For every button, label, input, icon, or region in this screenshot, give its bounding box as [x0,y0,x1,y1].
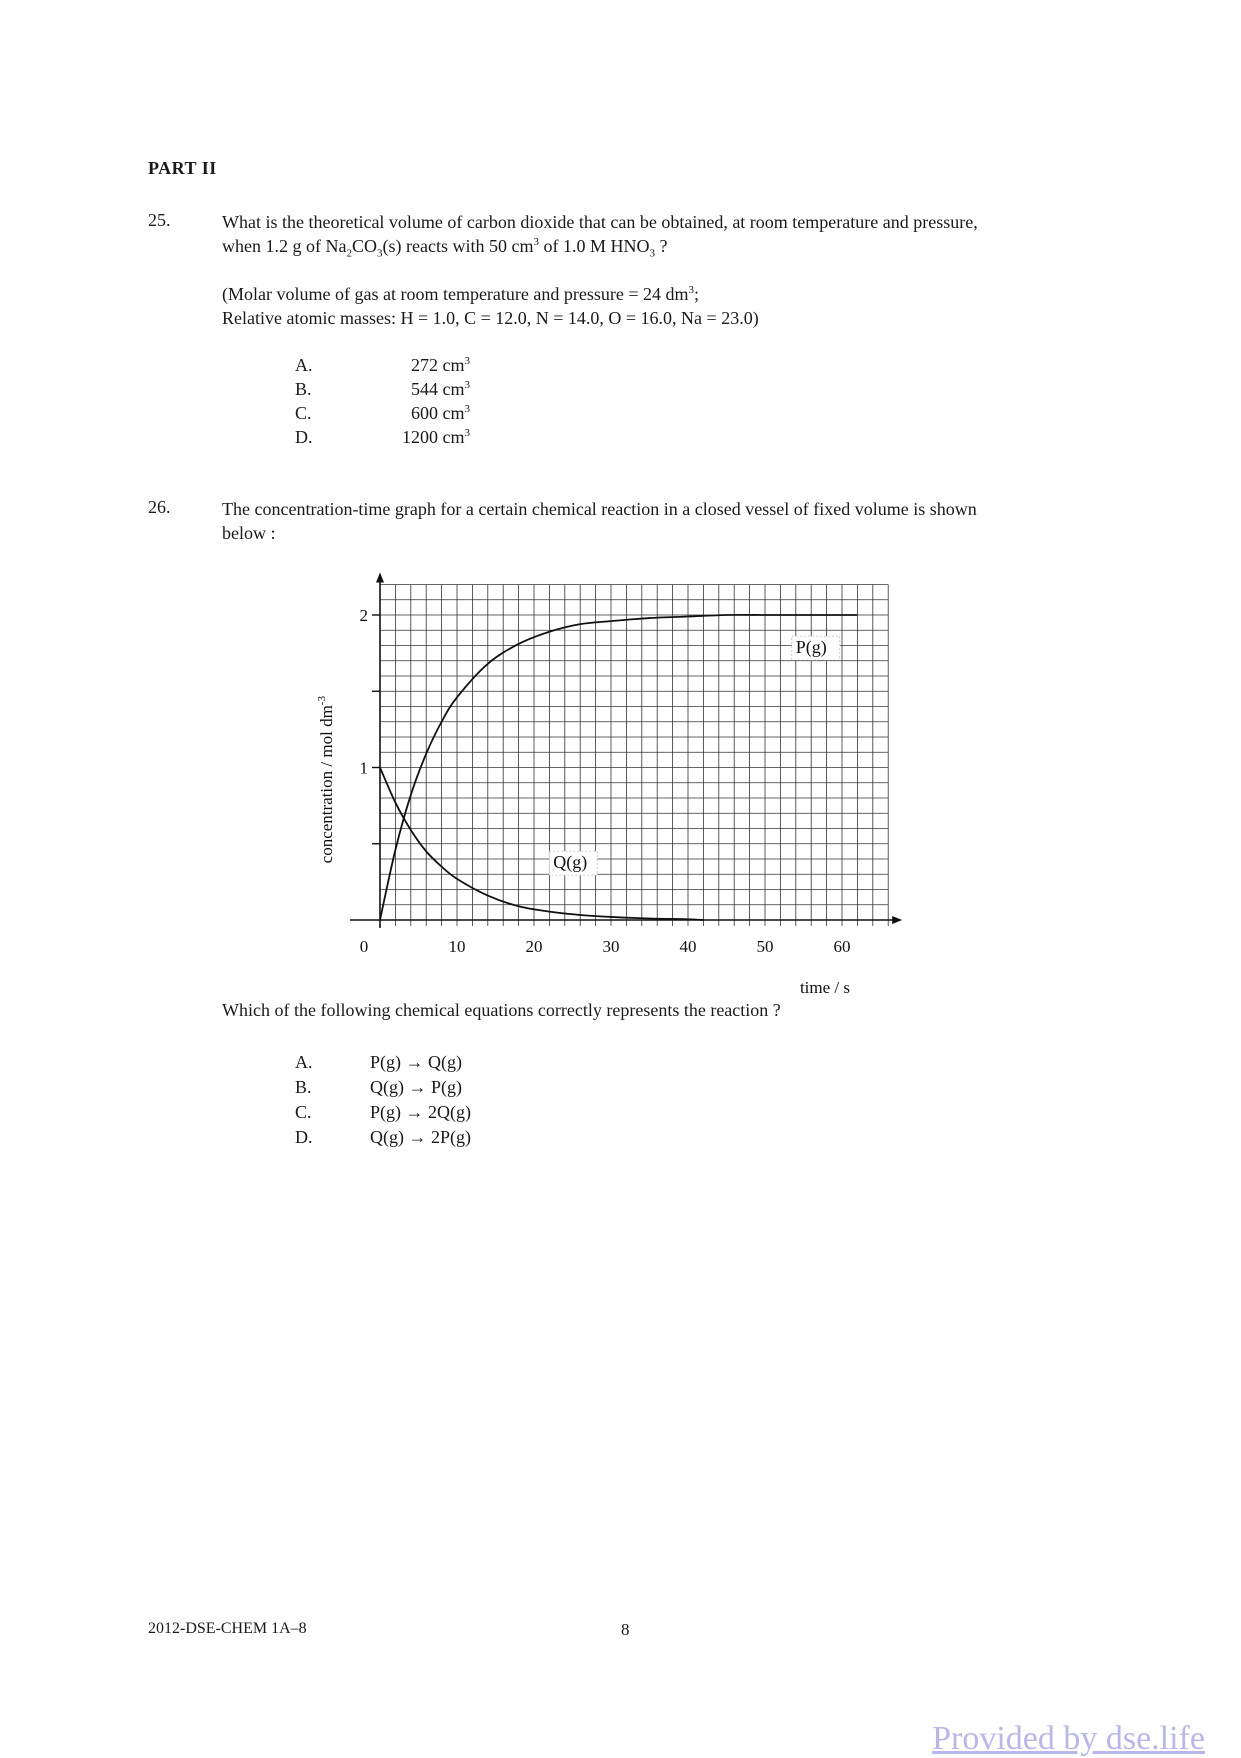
x-tick-label: 50 [756,937,774,956]
option-25-a[interactable]: A. 272 $cm^3$ [295,355,470,375]
x-tick-label: 60 [833,937,851,956]
y-tick-label: 2 [359,606,368,625]
question-25-line1: What is the theoretical volume of carbon dioxide that can be obtained, at room temperature and pressure, [222,212,978,232]
x-tick-label: 40 [679,937,697,956]
question-26-line1: The concentration-time graph for a certain chemical reaction in a closed vessel of fixed volume is shown [222,499,977,519]
question-25-note-line1: (Molar volume of gas at room temperature and pressure = 24 $dm^3$; [222,284,700,304]
chart-ticks [360,606,851,956]
option-26-a[interactable]: A. P(g) → Q(g) [295,1052,462,1072]
concentration-time-chart [300,555,920,1000]
x-axis-arrow [892,916,902,924]
y-axis-arrow [376,573,384,583]
question-26-prompt: Which of the following chemical equations correctly represents the reaction ? [222,1000,781,1020]
question-26-number: 26. [148,497,171,517]
question-25-text [222,210,1157,258]
question-25-options [295,353,470,449]
x-tick-label: 10 [448,937,466,956]
question-26-text [222,497,1157,545]
question-25-note [222,282,1157,330]
option-26-b[interactable]: B. Q(g) → P(g) [295,1077,462,1097]
x-tick-label: 30 [602,937,620,956]
option-25-d[interactable]: D. 1200 $cm^3$ [295,427,470,447]
question-25-note-line2: Relative atomic masses: H = 1.0, C = 12.0, N = 14.0, O = 16.0, Na = 23.0) [222,308,759,328]
question-26-line2: below : [222,523,276,543]
x-tick-label: 0 [359,937,369,956]
footer-paper-code: 2012-DSE-CHEM 1A–8 [148,1620,307,1637]
series-label-q: Q(g) [553,852,588,873]
x-axis-label: time / s [799,978,850,997]
option-26-d[interactable]: D. Q(g) → 2P(g) [295,1127,471,1147]
y-axis-label: concentration / mol $dm^{-3}$ [316,696,336,864]
option-25-b[interactable]: B. 544 $cm^3$ [295,379,470,399]
footer-page-number: 8 [621,1620,630,1639]
x-tick-label: 20 [525,937,543,956]
option-25-c[interactable]: C. 600 $cm^3$ [295,403,470,423]
chart-grid [380,585,888,927]
series-label-p: P(g) [795,637,827,658]
question-25-line2: when 1.2 g of $Na_2CO_3(s)$ reacts with 50 $cm^3$ of 1.0 M $HNO_3$ ? [222,236,668,260]
option-26-c[interactable]: C. P(g) → 2Q(g) [295,1102,471,1122]
question-25-number: 25. [148,210,171,230]
watermark-link[interactable]: Provided by dse.life [932,1720,1205,1757]
y-tick-label: 1 [359,758,368,778]
question-26-options [295,1050,471,1150]
part-heading: PART II [148,158,217,178]
